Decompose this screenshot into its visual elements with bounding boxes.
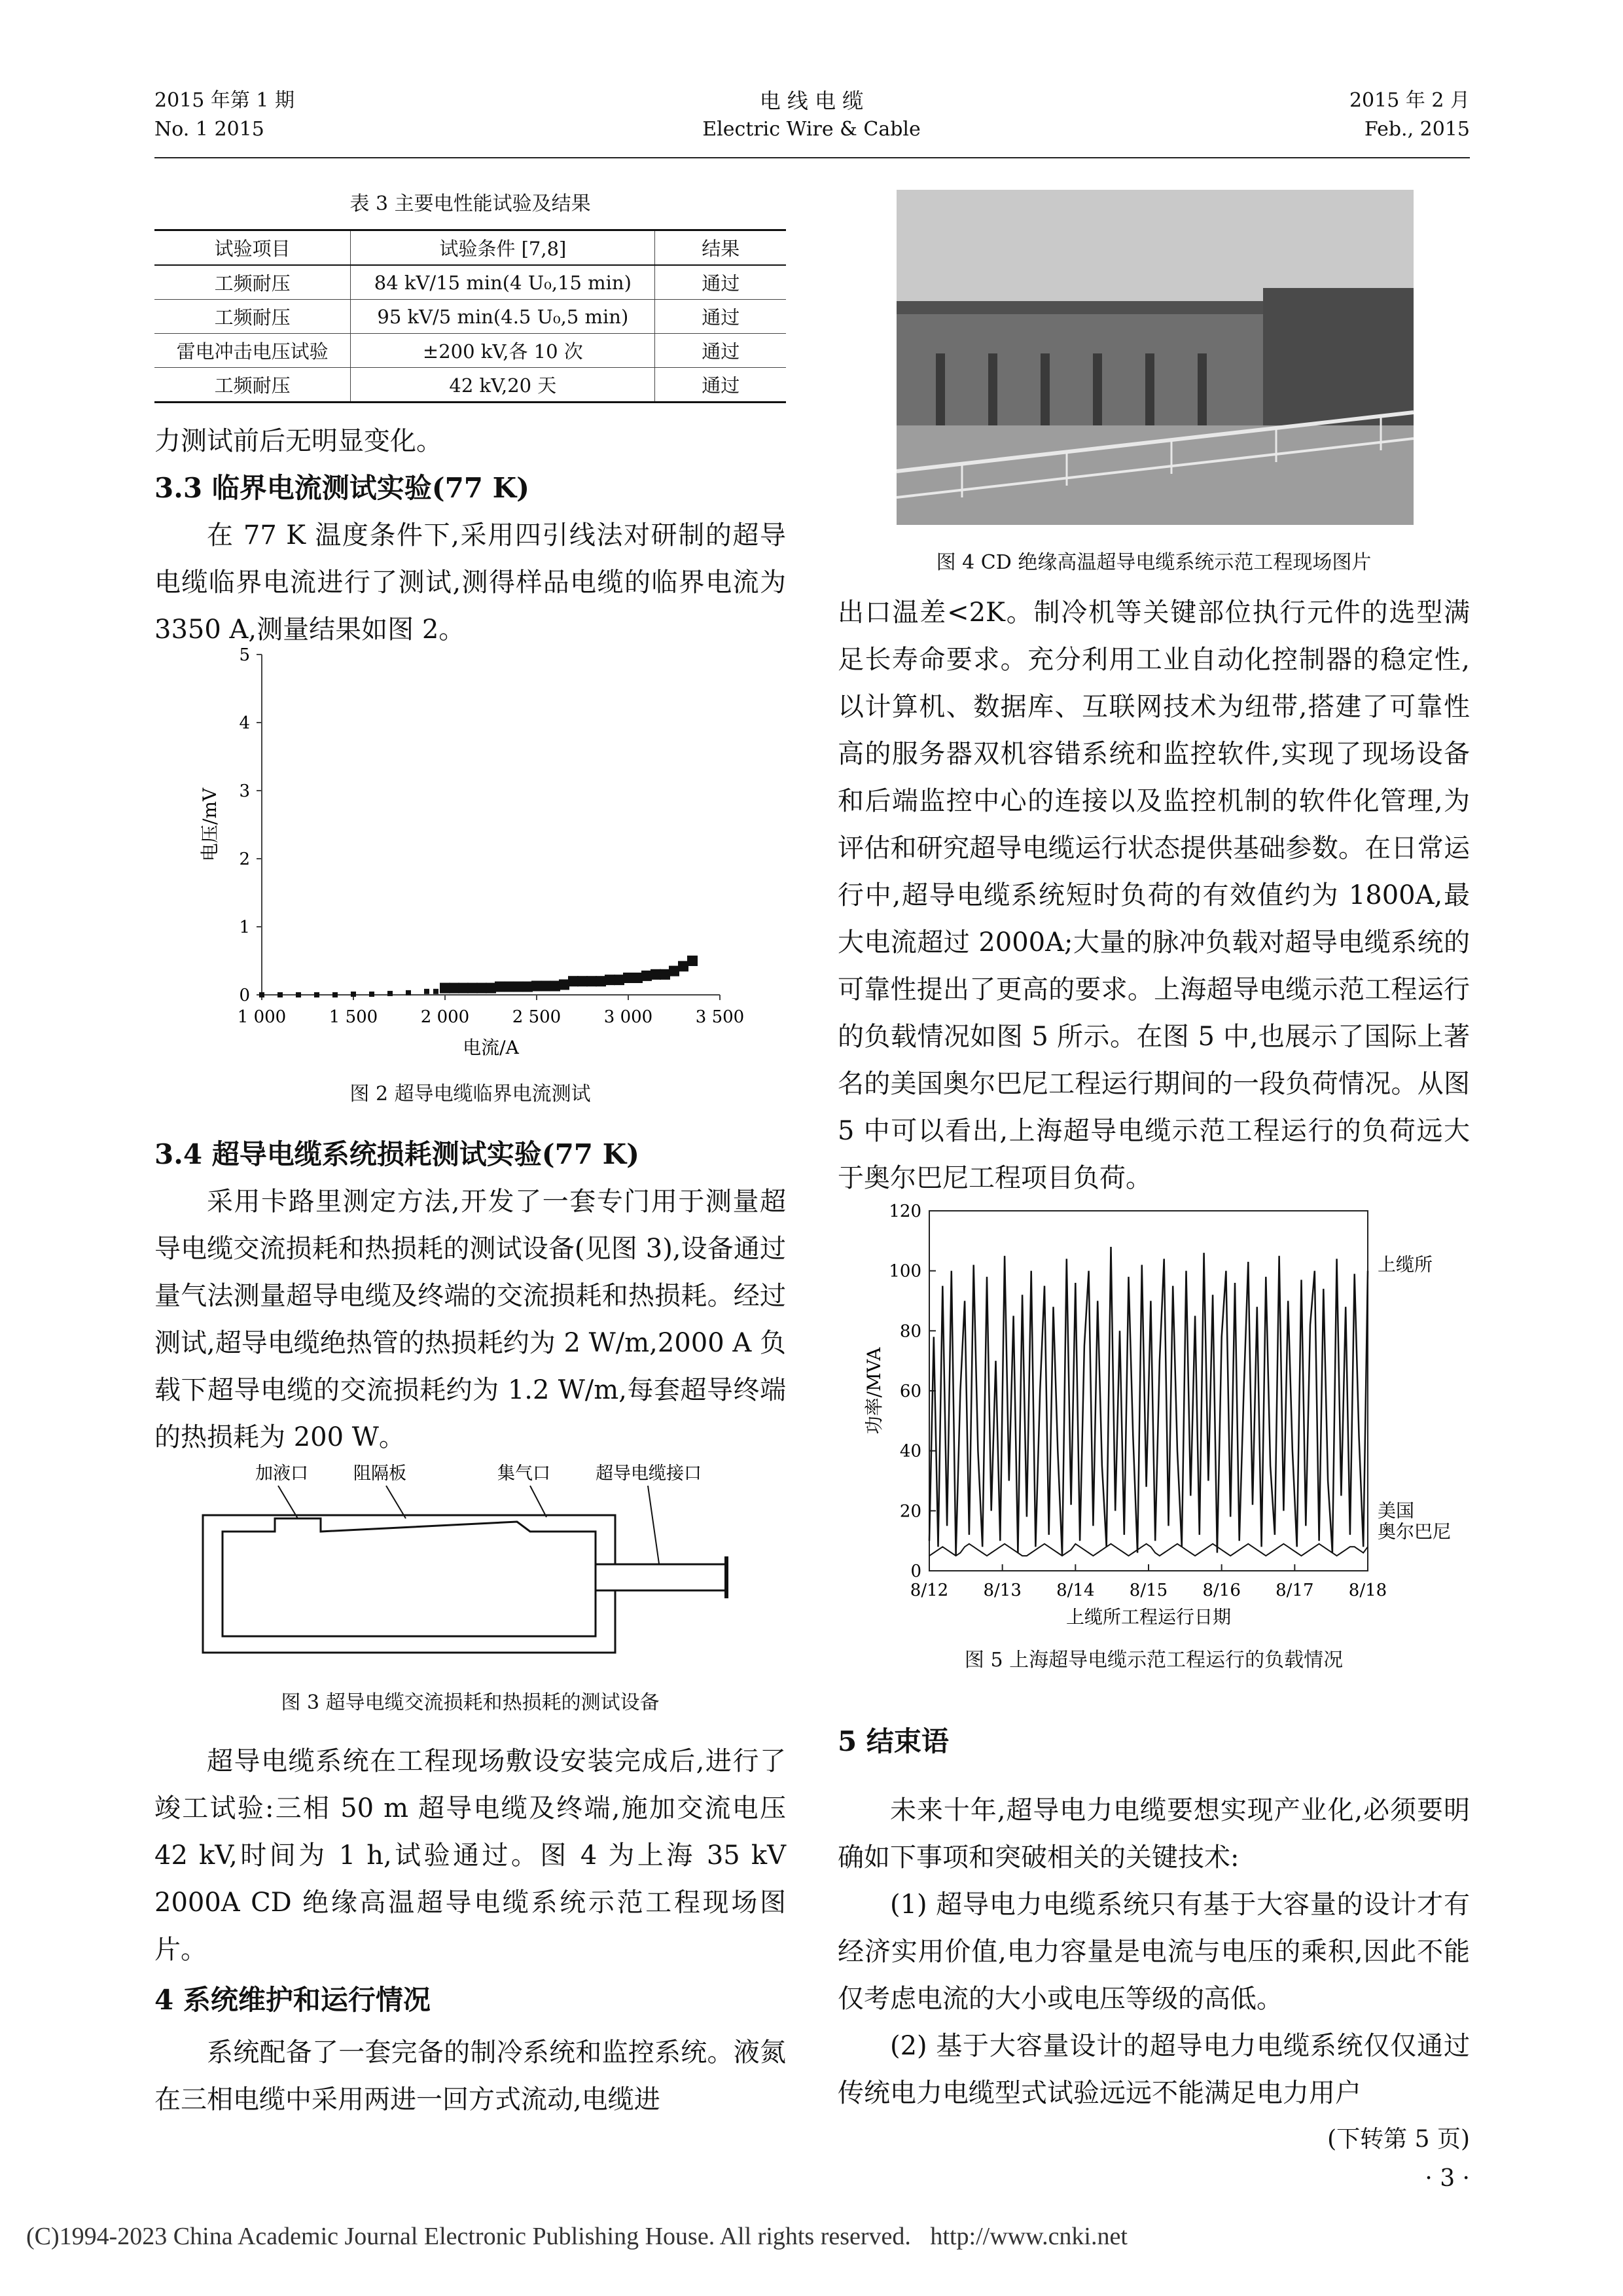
fig2-y-tick-label: 4 [239, 713, 250, 733]
fig2-data-point [586, 976, 597, 986]
table-cell: 42 kV,20 天 [351, 368, 655, 403]
fig5-y-tick-label: 0 [910, 1562, 921, 1581]
fig3-inner-vessel [223, 1518, 596, 1636]
fig5-y-tick-label: 60 [899, 1382, 921, 1401]
fig2-data-point [440, 983, 450, 994]
table3-caption: 表 3 主要电性能试验及结果 [349, 192, 591, 215]
fig2-data-point [541, 980, 551, 991]
fig2-x-tick-label: 1 000 [237, 1007, 287, 1027]
fig2-data-point [605, 975, 615, 985]
table-cell: 通过 [655, 334, 786, 368]
fig5-x-tick-label: 8/15 [1129, 1581, 1168, 1600]
table-header-cell: 结果 [655, 230, 786, 266]
fig5-x-label: 上缆所工程运行日期 [1065, 1606, 1232, 1628]
fig2-data-point [277, 992, 283, 997]
fig5-y-label: 功率/MVA [863, 1347, 885, 1435]
fig2-data-point [596, 976, 606, 986]
fig2-data-point [669, 966, 679, 977]
fig2-x-tick-label: 3 500 [695, 1007, 745, 1027]
fig3-outer-vessel [203, 1515, 615, 1653]
header-issue-en: No. 1 2015 [154, 118, 264, 141]
section-heading-5: 5 结束语 [838, 1725, 949, 1757]
fig2-y-tick-label: 3 [239, 781, 250, 801]
fig5-x-tick-label: 8/12 [910, 1581, 949, 1600]
fig3-leader-3 [530, 1486, 546, 1517]
copyright-url: http://www.cnki.net [930, 2223, 1128, 2250]
fig2-x-tick-label: 3 000 [603, 1007, 653, 1027]
fig5-series-line [929, 1247, 1368, 1556]
section-heading-4: 4 系统维护和运行情况 [154, 1984, 431, 2016]
fig2-plot [199, 645, 744, 1057]
fig5-series-label-shanghai: 上缆所 [1378, 1253, 1433, 1276]
fig2-data-point [259, 992, 264, 997]
section-heading-3-4: 3.4 超导电缆系统损耗测试实验(77 K) [154, 1138, 640, 1170]
header-issue-cn: 2015 年第 1 期 [154, 89, 295, 112]
fig5-y-tick-label: 20 [899, 1501, 921, 1522]
fig5-chart [851, 1198, 1472, 1630]
fig2-caption: 图 2 超导电缆临界电流测试 [349, 1083, 591, 1105]
fig2-data-point [433, 989, 438, 994]
fig3-label-cable-port: 超导电缆接口 [596, 1463, 702, 1484]
table-cell: 通过 [655, 265, 786, 300]
fig3-leader-2 [386, 1486, 406, 1518]
fig4-photo-drawing [897, 190, 1414, 525]
header-rule [154, 157, 1470, 158]
table-row [154, 265, 786, 300]
page-number: · 3 · [1425, 2165, 1470, 2192]
fig2-data-point [424, 989, 429, 994]
paragraph-5-intro: 未来十年,超导电力电缆要想实现产业化,必须要明确如下事项和突破相关的关键技术: [838, 1795, 1470, 1873]
fig2-data-point [651, 969, 661, 980]
paragraph-3-3: 在 77 K 温度条件下,采用四引线法对研制的超导电缆临界电流进行了测试,测得样品电缆的临界电流为 3350 A,测量结果如图 2。 [154, 520, 786, 645]
fig2-x-tick-label: 2 000 [420, 1007, 470, 1027]
fig2-data-point [513, 982, 524, 992]
fig2-y-tick-label: 5 [239, 645, 250, 665]
fig2-data-point [632, 973, 643, 983]
fig5-plot [863, 1202, 1451, 1628]
paragraph-maintenance: 出口温差<2K。制冷机等关键部位执行元件的选型满足长寿命要求。充分利用工业自动化控制器的稳定性,以计算机、数据库、互联网技术为纽带,搭建了可靠性高的服务器双机容错系统和监控软件,实现了现场设备和后端监控中心的连接以及监控机制的软件化管理,为评估和研究超导电缆运行状态提供基础参数。在日常运行中,超导电缆系统短时负荷的有效值约为 1800A,最大电流超过 2000A;大量的脉冲负载对超导电缆系统的可靠性提出了更高的要求。上海超导电缆示范工程运行的负载情况如图 5 所示。在图 5 中,也展示了国际上著名的美国奥尔巴尼工程运行期间的一段负荷情况。从图 5 中可以看出,上海超导电缆示范工程运行的负荷远大于奥尔巴尼工程项目负荷。 [838, 598, 1470, 1193]
fig2-data-point [467, 983, 478, 994]
table-cell: 95 kV/5 min(4.5 U₀,5 min) [351, 300, 655, 334]
fig2-x-label: 电流/A [463, 1037, 519, 1057]
table-row [154, 300, 786, 334]
table-cell: 通过 [655, 368, 786, 403]
table-cell: 工频耐压 [214, 272, 291, 295]
fig2-data-point [369, 992, 374, 997]
fig2-chart [190, 638, 766, 1057]
fig2-data-point [577, 976, 588, 986]
paragraph-5-item1: (1) 超导电力电缆系统只有基于大容量的设计才有经济实用价值,电力容量是电流与电压的乘积,因此不能仅考虑电流的大小或电压等级的高低。 [838, 1890, 1470, 2014]
fig3-diagram [190, 1460, 766, 1669]
fig5-x-tick-label: 8/18 [1348, 1581, 1387, 1600]
section-heading-3-3: 3.3 临界电流测试实验(77 K) [154, 472, 530, 504]
fig5-series-line [929, 1544, 1368, 1556]
paragraph-4: 系统配备了一套完备的制冷系统和监控系统。液氮在三相电缆中采用两进一回方式流动,电缆进 [154, 2037, 786, 2115]
copyright-text: (C)1994-2023 China Academic Journal Electronic Publishing House. All rights reserved. [26, 2223, 911, 2250]
fig5-x-tick-label: 8/17 [1275, 1581, 1314, 1600]
fig5-caption: 图 5 上海超导电缆示范工程运行的负载情况 [964, 1649, 1344, 1672]
fig3-label-inlet: 加液口 [255, 1463, 308, 1484]
fig2-data-point [504, 982, 514, 992]
fig2-y-tick-label: 1 [239, 918, 250, 937]
fig2-y-label: 电压/mV [199, 787, 221, 862]
copyright-line [26, 2222, 1128, 2251]
fig2-data-point [314, 992, 319, 997]
fig3-label-gas-port: 集气口 [497, 1463, 550, 1484]
fig2-data-point [406, 990, 411, 996]
fig2-data-point [449, 983, 459, 994]
fig2-data-point [641, 971, 652, 981]
header-date-cn: 2015 年 2 月 [1349, 89, 1470, 112]
journal-name-cn: 电 线 电 缆 [759, 88, 864, 113]
fig5-series-label-albany: 奥尔巴尼 [1378, 1520, 1452, 1543]
table-cell: 工频耐压 [214, 306, 291, 329]
paragraph-5-item2: (2) 基于大容量设计的超导电力电缆系统仅仅通过传统电力电缆型式试验远远不能满足电力用户 [838, 2031, 1470, 2108]
paragraph-continuation: 力测试前后无明显变化。 [154, 426, 442, 456]
fig2-data-point [687, 956, 698, 966]
paragraph-3-4: 采用卡路里测定方法,开发了一套专门用于测量超导电缆交流损耗和热损耗的测试设备(见图 3),设备通过量气法测量超导电缆及终端的交流损耗和热损耗。经过测试,超导电缆绝热管的热损耗约为 2 W/m,2000 A 负载下超导电缆的交流损耗约为 1.2 W/m,每套超导终端的热损耗为 200 W。 [154, 1187, 786, 1452]
fig3-caption: 图 3 超导电缆交流损耗和热损耗的测试设备 [281, 1691, 660, 1714]
fig2-x-tick-label: 2 500 [512, 1007, 562, 1027]
fig4-caption: 图 4 CD 绝缘高温超导电缆系统示范工程现场图片 [936, 551, 1372, 574]
fig2-data-point [559, 979, 569, 990]
fig2-data-point [660, 969, 670, 980]
table-cell: ±200 kV,各 10 次 [351, 334, 655, 368]
header-issue [154, 86, 294, 144]
fig2-data-point [458, 983, 469, 994]
paragraph-completion-test: 超导电缆系统在工程现场敷设安装完成后,进行了竣工试验:三相 50 m 超导电缆及终端,施加交流电压 42 kV,时间为 1 h,试验通过。图 4 为上海 35 kV 2000A CD 绝缘高温超导电缆系统示范工程现场图片。 [154, 1746, 786, 1965]
fig2-data-point [351, 992, 356, 997]
fig4-photo [897, 190, 1414, 525]
fig2-x-tick-label: 1 500 [329, 1007, 378, 1027]
fig5-series-label-albany: 美国 [1378, 1499, 1415, 1522]
fig2-data-point [568, 976, 579, 986]
fig3-label-barrier: 阻隔板 [353, 1463, 406, 1484]
fig2-data-point [550, 980, 560, 991]
fig5-x-tick-label: 8/13 [983, 1581, 1022, 1600]
fig2-data-point [522, 982, 533, 992]
fig2-data-point [296, 992, 301, 997]
header-date-en: Feb., 2015 [1364, 118, 1470, 141]
table-cell: 通过 [655, 300, 786, 334]
header-date [1243, 86, 1470, 144]
table-header-cell: 试验条件 [7,8] [351, 230, 655, 266]
fig2-data-point [332, 992, 338, 997]
fig3-cable-port [596, 1564, 726, 1590]
table-cell: 雷电冲击电压试验 [176, 340, 329, 363]
fig2-data-point [614, 975, 624, 985]
fig5-y-tick-label: 80 [899, 1321, 921, 1342]
fig2-data-point [623, 973, 633, 983]
fig2-data-point [495, 982, 505, 992]
table-cell: 84 kV/15 min(4 U₀,15 min) [351, 265, 655, 300]
continued-note: (下转第 5 页) [1327, 2126, 1470, 2153]
fig2-y-tick-label: 2 [239, 850, 250, 869]
fig2-y-tick-label: 0 [239, 986, 250, 1005]
fig2-data-point [476, 983, 487, 994]
fig5-x-tick-label: 8/16 [1202, 1581, 1241, 1600]
fig2-data-point [486, 983, 496, 994]
table-cell: 工频耐压 [214, 374, 291, 397]
fig2-data-point [678, 961, 688, 971]
table3 [154, 229, 786, 403]
fig2-data-point [387, 991, 393, 996]
fig5-y-tick-label: 100 [889, 1261, 921, 1282]
fig5-x-tick-label: 8/14 [1056, 1581, 1095, 1600]
header-journal [615, 86, 1008, 144]
journal-name-en: Electric Wire & Cable [702, 118, 921, 141]
table-header-cell: 试验项目 [214, 238, 291, 260]
fig3-leader-1 [278, 1486, 298, 1518]
table-row [154, 334, 786, 368]
fig5-y-tick-label: 40 [899, 1441, 921, 1462]
table-row [154, 368, 786, 403]
table-header-row [154, 230, 786, 266]
fig5-y-tick-label: 120 [889, 1202, 921, 1221]
fig2-data-point [531, 980, 542, 991]
